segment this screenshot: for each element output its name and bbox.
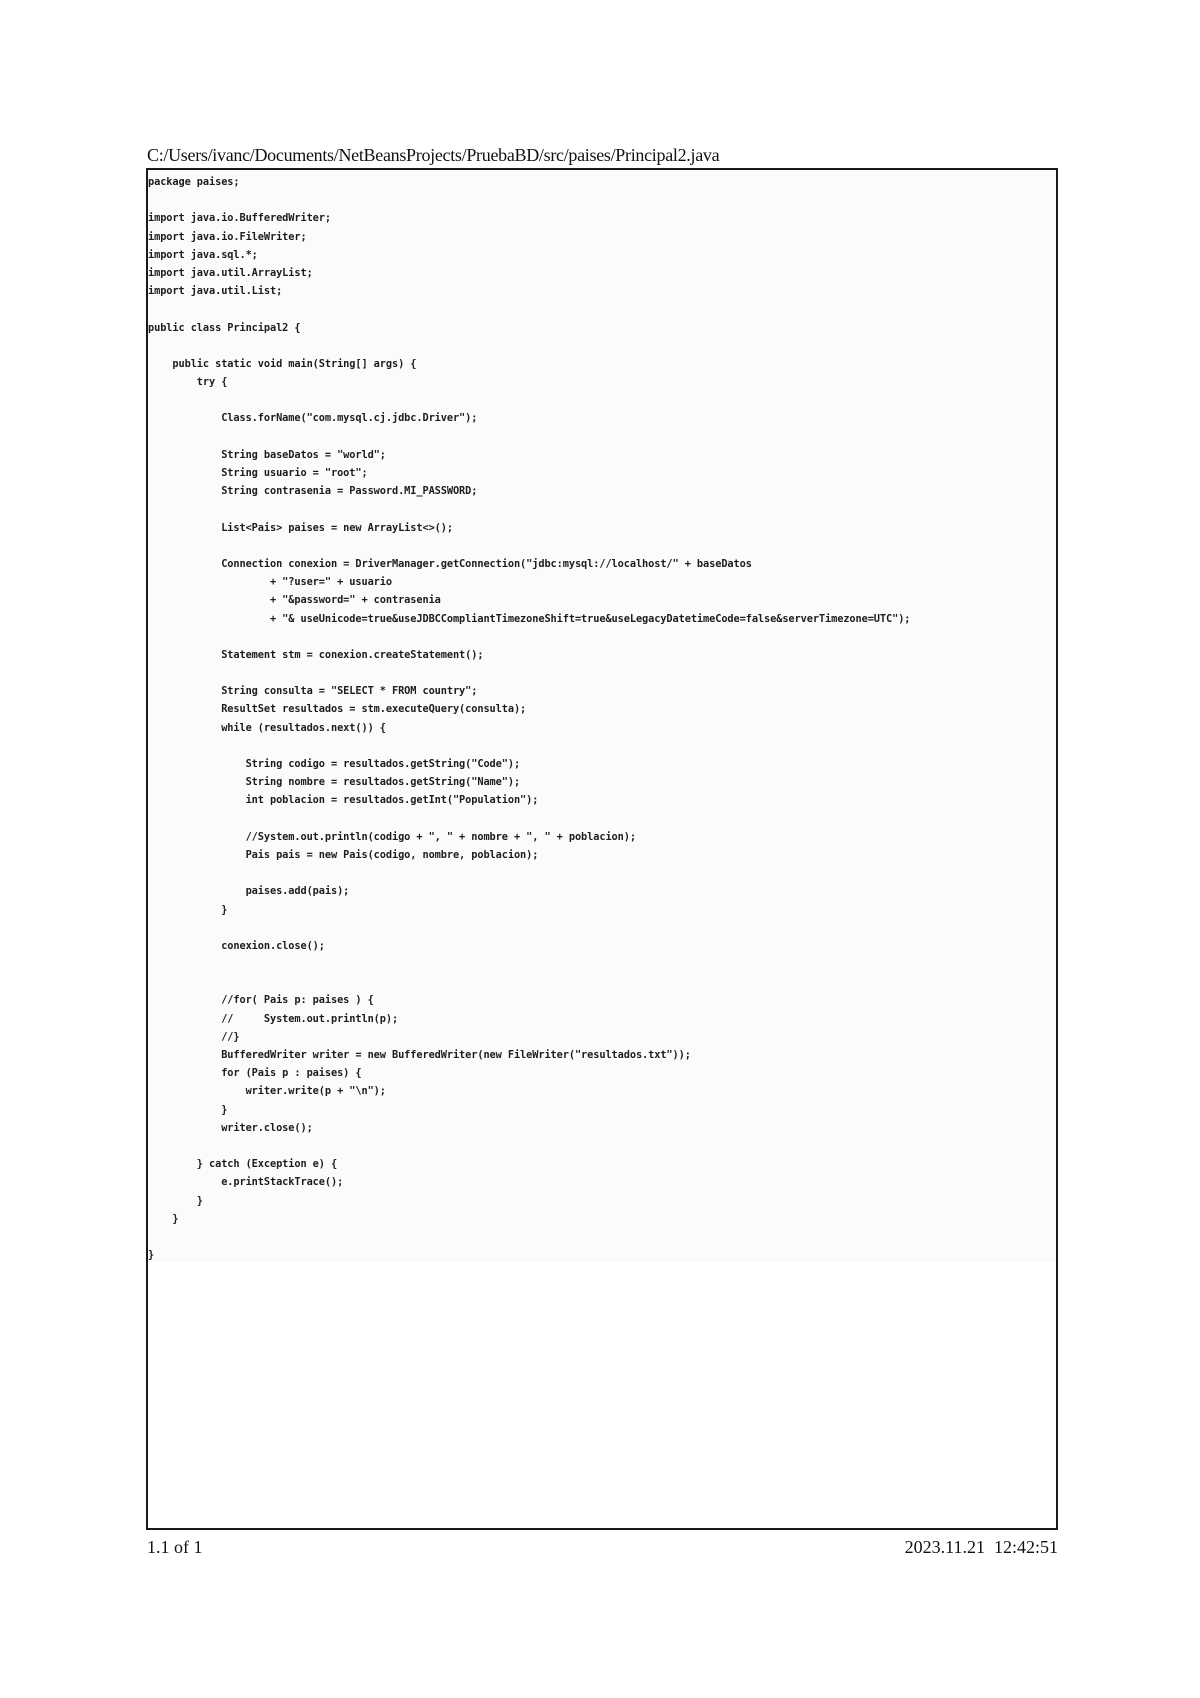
code-line [148,337,910,355]
code-line: paises.add(pais); [148,885,350,898]
code-line: import java.io.FileWriter; [148,230,307,243]
code-line: } [148,1212,179,1225]
code-lines [148,173,910,1264]
code-line: //System.out.println(codigo + ", " + nombre + ", " + poblacion); [148,830,636,843]
code-line [148,300,910,318]
code-line [148,664,910,682]
code-line [148,428,910,446]
code-line [148,1137,910,1155]
code-line: public static void main(String[] args) { [148,357,417,370]
code-line: ResultSet resultados = stm.executeQuery(consulta); [148,703,527,716]
code-line: import java.io.BufferedWriter; [148,212,331,225]
code-line [148,955,910,973]
code-listing [148,170,1056,1262]
code-line: //for( Pais p: paises ) { [148,994,374,1007]
code-line: conexion.close(); [148,939,325,952]
code-line: package paises; [148,176,240,188]
code-line [148,628,910,646]
code-line: for (Pais p : paises) { [148,1067,362,1080]
code-line: String usuario = "root"; [148,467,368,479]
code-line: } [148,903,228,916]
code-line: import java.util.ArrayList; [148,266,313,279]
code-line: writer.write(p + "\n"); [148,1085,386,1098]
code-line: String codigo = resultados.getString("Code"); [148,758,521,770]
code-line: writer.close(); [148,1121,313,1134]
code-line: + "& useUnicode=true&useJDBCCompliantTimezoneShift=true&useLegacyDatetimeCode=false&serverTimezone=UTC"); [148,612,911,625]
code-line [148,919,910,937]
code-line: Pais pais = new Pais(codigo, nombre, poblacion); [148,848,539,861]
code-line: } [148,1249,155,1262]
code-line: BufferedWriter writer = new BufferedWriter(new FileWriter("resultados.txt")); [148,1049,691,1061]
code-line: } [148,1103,228,1116]
code-line [148,973,910,991]
file-path-header: C:/Users/ivanc/Documents/NetBeansProjects/PruebaBD/src/paises/Principal2.java [147,145,720,165]
code-line: String contrasenia = Password.MI_PASSWORD; [148,485,478,498]
code-line: + "&password=" + contrasenia [148,594,441,607]
code-line: + "?user=" + usuario [148,576,392,589]
page-indicator: 1.1 of 1 [147,1537,203,1557]
code-listing-frame [146,168,1058,1530]
code-line [148,500,910,518]
code-line: while (resultados.next()) { [148,721,386,734]
code-line: } [148,1194,203,1207]
code-line: public class Principal2 { [148,321,301,334]
code-line: int poblacion = resultados.getInt("Population"); [148,794,539,807]
code-line [148,864,910,882]
code-line: e.printStackTrace(); [148,1176,344,1189]
code-line [148,537,910,555]
code-line [148,1228,910,1246]
code-line: //} [148,1030,240,1043]
code-line: import java.sql.*; [148,248,258,261]
code-line [148,391,910,409]
code-line: try { [148,376,228,389]
code-line: } catch (Exception e) { [148,1158,338,1171]
code-line [148,191,910,209]
code-line: String consulta = "SELECT * FROM country"; [148,685,478,698]
code-line: Statement stm = conexion.createStatement(); [148,648,484,661]
code-line: Connection conexion = DriverManager.getConnection("jdbc:mysql://localhost/" + baseDatos [148,557,752,570]
code-line: String nombre = resultados.getString("Name"); [148,776,521,789]
code-line [148,810,910,828]
print-timestamp: 2023.11.21 12:42:51 [904,1537,1058,1557]
code-line: String baseDatos = "world"; [148,448,386,461]
code-line [148,737,910,755]
code-line: Class.forName("com.mysql.cj.jdbc.Driver"); [148,412,478,425]
code-line: // System.out.println(p); [148,1012,399,1025]
code-line: import java.util.List; [148,285,283,298]
code-line: List<Pais> paises = new ArrayList<>(); [148,521,453,534]
